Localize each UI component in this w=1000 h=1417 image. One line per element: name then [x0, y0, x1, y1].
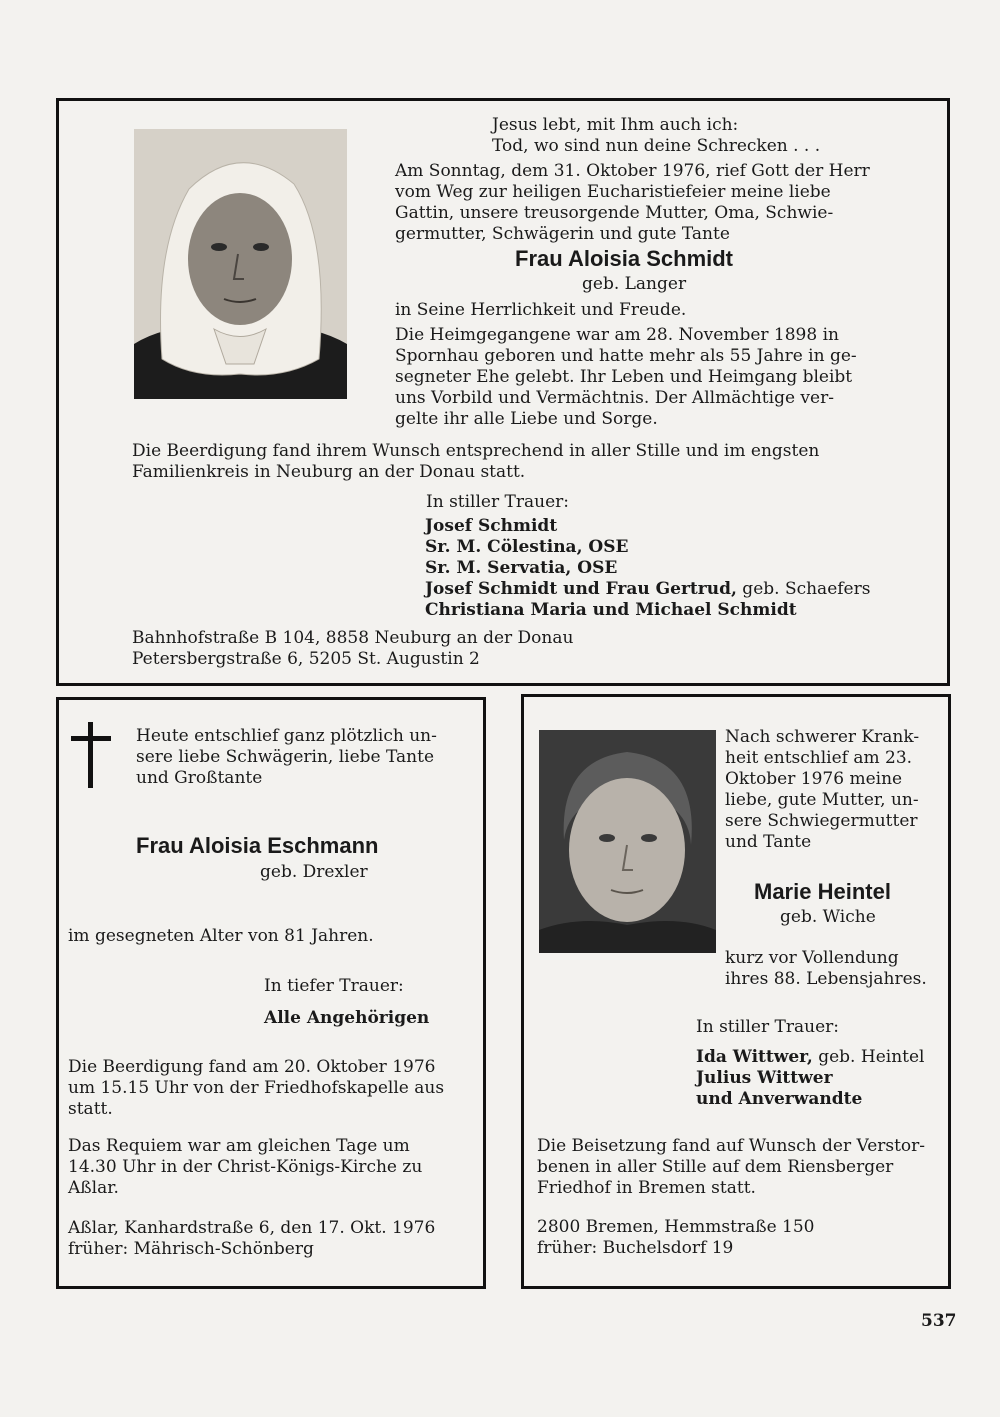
requiem-line: Aßlar.	[68, 1178, 119, 1198]
funeral-line: Die Beerdigung fand ihrem Wunsch entsprechend in aller Stille und im engsten	[132, 441, 820, 461]
deceased-name: Marie Heintel	[754, 879, 891, 904]
funeral-line: statt.	[68, 1099, 113, 1119]
portrait-photo	[134, 129, 347, 399]
portrait-elderly-woman	[539, 730, 716, 953]
obituary-aloisia-schmidt	[56, 98, 950, 686]
burial-line: Die Beisetzung fand auf Wunsch der Verstor-	[537, 1136, 926, 1156]
bio-line: Die Heimgegangene war am 28. November 1898 in	[395, 325, 839, 345]
intro-line: Heute entschlief ganz plötzlich un-	[136, 726, 437, 746]
motto-line: Jesus lebt, mit Ihm auch ich:	[492, 115, 739, 135]
mourning-label: In stiller Trauer:	[696, 1017, 839, 1037]
age-line: im gesegneten Alter von 81 Jahren.	[68, 926, 374, 946]
mourner: Julius Wittwer	[696, 1068, 833, 1088]
address-line: 2800 Bremen, Hemmstraße 150	[537, 1217, 815, 1237]
page-number: 537	[921, 1311, 957, 1331]
intro-line: und Großtante	[136, 768, 263, 788]
funeral-line: Die Beerdigung fand am 20. Oktober 1976	[68, 1057, 436, 1077]
deceased-name: Frau Aloisia Schmidt	[515, 246, 734, 271]
address-line: Bahnhofstraße B 104, 8858 Neuburg an der Donau	[132, 628, 574, 648]
intro-line: sere liebe Schwägerin, liebe Tante	[136, 747, 434, 767]
age-line: ihres 88. Lebensjahres.	[725, 969, 927, 989]
address-line: Petersbergstraße 6, 5205 St. Augustin 2	[132, 649, 480, 669]
intro-line: Oktober 1976 meine	[725, 769, 903, 789]
age-line: kurz vor Vollendung	[725, 948, 899, 968]
intro-line: Gattin, unsere treusorgende Mutter, Oma, Schwie-	[395, 203, 834, 223]
birth-name: geb. Drexler	[260, 862, 368, 882]
bio-line: uns Vorbild und Vermächtnis. Der Allmächtige ver-	[395, 388, 834, 408]
birth-name: geb. Wiche	[780, 907, 876, 927]
address-line: früher: Buchelsdorf 19	[537, 1238, 734, 1258]
burial-line: Friedhof in Bremen statt.	[537, 1178, 756, 1198]
intro-line: Am Sonntag, dem 31. Oktober 1976, rief Gott der Herr	[395, 161, 870, 181]
intro-line: Nach schwerer Krank-	[725, 727, 920, 747]
mourner-suffix: geb. Schaefers	[736, 579, 871, 599]
cross-icon	[71, 722, 111, 788]
mourning-label: In tiefer Trauer:	[264, 976, 404, 996]
obituary-marie-heintel	[521, 694, 951, 1289]
requiem-line: Das Requiem war am gleichen Tage um	[68, 1136, 410, 1156]
deceased-name: Frau Aloisia Eschmann	[136, 833, 379, 858]
mourner: und Anverwandte	[696, 1089, 863, 1109]
requiem-line: 14.30 Uhr in der Christ-Königs-Kirche zu	[68, 1157, 423, 1177]
burial-line: benen in aller Stille auf dem Riensberger	[537, 1157, 894, 1177]
bio-line: gelte ihr alle Liebe und Sorge.	[395, 409, 658, 429]
portrait-photo	[539, 730, 716, 953]
mourner: Alle Angehörigen	[264, 1008, 430, 1028]
bio-line: segneter Ehe gelebt. Ihr Leben und Heimgang bleibt	[395, 367, 853, 387]
intro-line: und Tante	[725, 832, 812, 852]
intro-line: vom Weg zur heiligen Eucharistiefeier meine liebe	[395, 182, 831, 202]
birth-name: geb. Langer	[582, 274, 687, 294]
portrait-woman-headscarf	[134, 129, 347, 399]
funeral-line: Familienkreis in Neuburg an der Donau statt.	[132, 462, 526, 482]
mourner-suffix: geb. Heintel	[812, 1047, 925, 1067]
address-line: früher: Mährisch-Schönberg	[68, 1239, 314, 1259]
bio-line: Spornhau geboren und hatte mehr als 55 Jahre in ge-	[395, 346, 857, 366]
mourner: Sr. M. Cölestina, OSE	[425, 537, 629, 557]
intro-line: sere Schwiegermutter	[725, 811, 918, 831]
mourner: Christiana Maria und Michael Schmidt	[425, 600, 797, 620]
intro-line: germutter, Schwägerin und gute Tante	[395, 224, 730, 244]
intro-line: liebe, gute Mutter, un-	[725, 790, 919, 810]
mourner: Ida Wittwer,	[696, 1047, 813, 1067]
intro-line: heit entschlief am 23.	[725, 748, 913, 768]
mourner: Josef Schmidt	[425, 516, 558, 536]
funeral-line: um 15.15 Uhr von der Friedhofskapelle aus	[68, 1078, 445, 1098]
address-line: Aßlar, Kanhardstraße 6, den 17. Okt. 1976	[68, 1218, 436, 1238]
mourning-label: In stiller Trauer:	[426, 492, 569, 512]
mourner: Josef Schmidt und Frau Gertrud,	[425, 579, 737, 599]
mourner: Sr. M. Servatia, OSE	[425, 558, 618, 578]
motto-line: Tod, wo sind nun deine Schrecken . . .	[492, 136, 821, 156]
after-name-line: in Seine Herrlichkeit und Freude.	[395, 300, 687, 320]
obituary-aloisia-eschmann	[56, 697, 486, 1289]
